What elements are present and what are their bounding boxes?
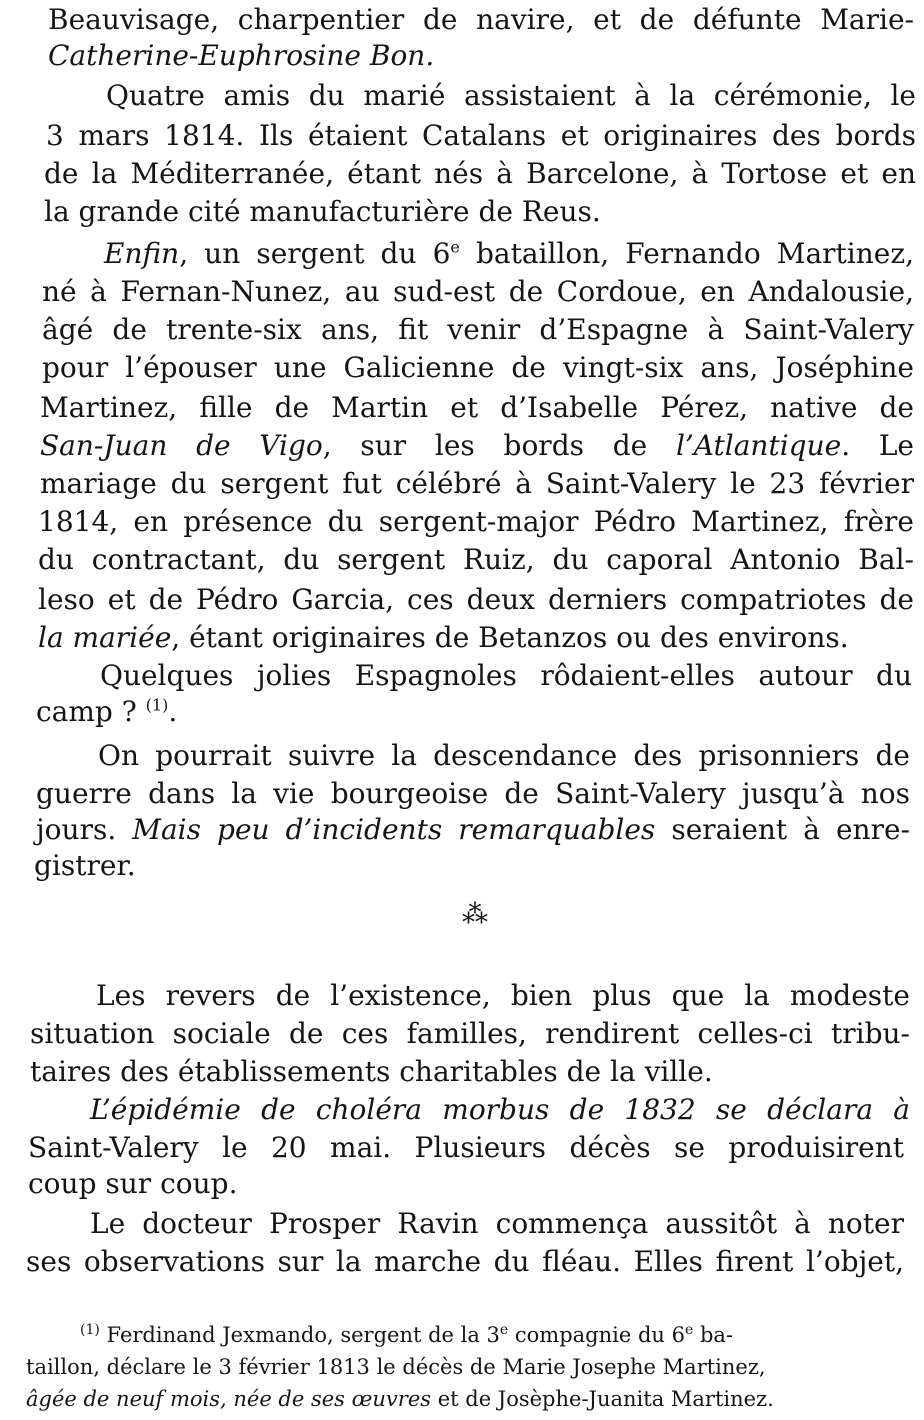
text-line: taires des établissements charitables de la ville.: [30, 1055, 713, 1088]
text-line: Beauvisage, charpentier de navire, et de défunte Marie-: [48, 3, 914, 36]
text-line: la mariée, étant originaires de Betanzos ou des environs.: [38, 621, 849, 654]
text-line: Saint-Valery le 20 mai. Plusieurs décès se produisirent: [28, 1131, 904, 1164]
footnote-line: âgée de neuf mois, née de ses œuvres et de Josèphe-Juanita Martinez.: [26, 1387, 774, 1411]
footnote-line: taillon, déclare le 3 février 1813 le décès de Marie Josephe Martinez,: [26, 1355, 766, 1379]
text-line: du contractant, du sergent Ruiz, du caporal Antonio Bal-: [38, 543, 914, 576]
text-line: ses observations sur la marche du fléau. Elles firent l’objet,: [26, 1245, 904, 1278]
text-line: de la Méditerranée, étant nés à Barcelone, à Tortose et en: [44, 157, 916, 190]
text-line: 1814, en présence du sergent-major Pédro Martinez, frère: [38, 505, 914, 538]
text-line: né à Fernan-Nunez, au sud-est de Cordoue, en Andalousie,: [42, 275, 914, 308]
text-line: pour l’épouser une Galicienne de vingt-six ans, Joséphine: [42, 351, 914, 384]
text-line: Catherine-Euphrosine Bon.: [48, 39, 435, 72]
text-line: leso et de Pédro Garcia, ces deux derniers compatriotes de: [38, 583, 914, 616]
footnote-mark: (1): [80, 1322, 100, 1338]
text-line: Enfin, un sergent du 6e bataillon, Fernando Martinez,: [104, 237, 914, 270]
text-line: On pourrait suivre la descendance des prisonniers de: [98, 739, 910, 772]
text-line: L’épidémie de choléra morbus de 1832 se déclara à: [90, 1093, 910, 1126]
text-line: camp ? $^{(1)}$.: [36, 695, 178, 728]
text-line: la grande cité manufacturière de Reus.: [44, 195, 601, 228]
footnote-line: $^{(1)}$ Ferdinand Jexmando, sergent de la 3e compagnie du 6e ba-: [80, 1322, 733, 1347]
text-line: coup sur coup.: [28, 1167, 238, 1200]
text-line: guerre dans la vie bourgeoise de Saint-Valery jusqu’à nos: [36, 777, 910, 810]
text-line: gistrer.: [34, 849, 136, 882]
text-line: jours. Mais peu d’incidents remarquables seraient à enre-: [36, 813, 910, 846]
section-separator: ⁂: [462, 900, 488, 930]
text-line: mariage du sergent fut célébré à Saint-Valery le 23 février: [40, 467, 914, 500]
text-line: 3 mars 1814. Ils étaient Catalans et originaires des bords: [46, 119, 916, 152]
text-line: âgé de trente-six ans, fit venir d’Espagne à Saint-Valery: [42, 313, 914, 346]
text-line: Les revers de l’existence, bien plus que la modeste: [96, 979, 910, 1012]
text-line: Martinez, fille de Martin et d’Isabelle Pérez, native de: [40, 391, 914, 424]
text-line: Le docteur Prosper Ravin commença aussitôt à noter: [90, 1207, 904, 1240]
text-line: Quatre amis du marié assistaient à la cérémonie, le: [106, 79, 916, 112]
text-line: San-Juan de Vigo, sur les bords de l’Atlantique. Le: [40, 429, 914, 462]
footnote-reference[interactable]: (1): [145, 695, 169, 715]
text-line: Quelques jolies Espagnoles rôdaient-elles autour du: [100, 659, 912, 692]
text-line: situation sociale de ces familles, rendirent celles-ci tribu-: [30, 1017, 910, 1050]
